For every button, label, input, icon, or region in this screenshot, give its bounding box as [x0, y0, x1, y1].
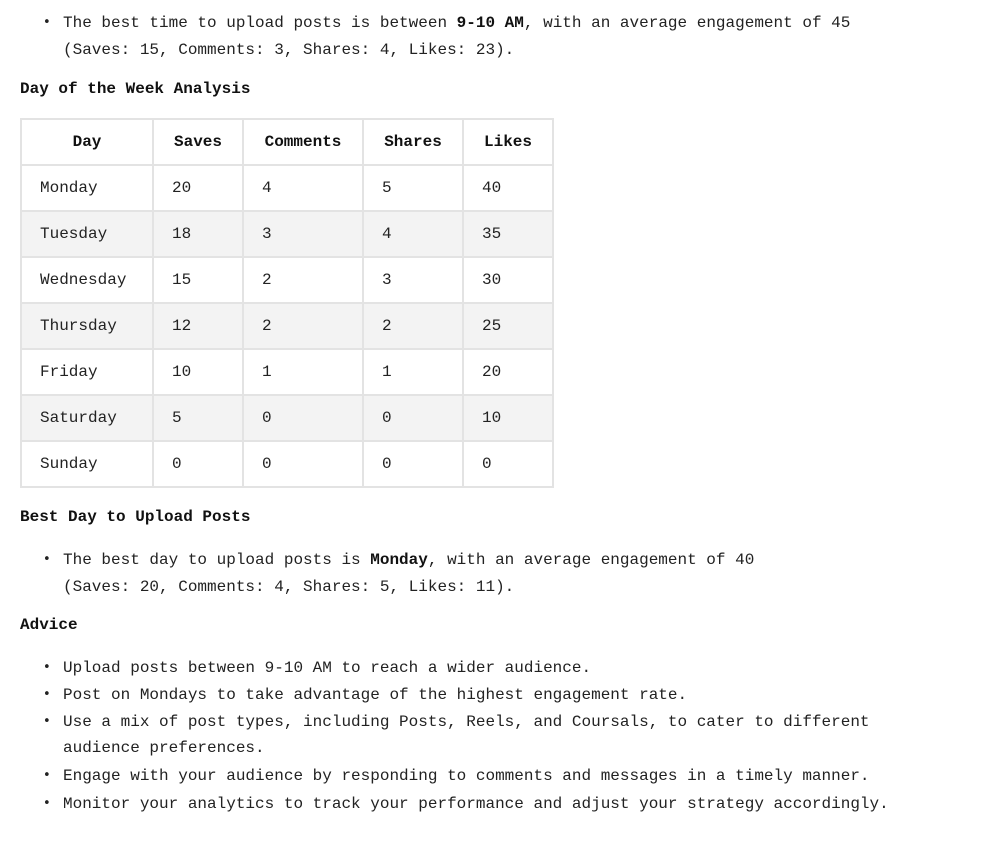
- table-cell: 0: [363, 441, 463, 487]
- table-cell: Tuesday: [21, 211, 153, 257]
- table-cell: 5: [153, 395, 243, 441]
- best-day-heading: Best Day to Upload Posts: [20, 508, 251, 526]
- table-cell: 0: [463, 441, 553, 487]
- best-day-list: [20, 547, 990, 600]
- day-analysis-table: [20, 118, 554, 488]
- best-day-bullet: • The best day to upload posts is Monday, with an average engagement of 40 (Saves: 20, Comments: 4, Shares: 5, Likes: 11).: [63, 547, 823, 600]
- table-row: [21, 349, 553, 395]
- table-cell: 2: [363, 303, 463, 349]
- table-cell: 35: [463, 211, 553, 257]
- table-cell: 10: [463, 395, 553, 441]
- table-cell: 5: [363, 165, 463, 211]
- column-header-likes: Likes: [463, 119, 553, 165]
- table-cell: 2: [243, 257, 363, 303]
- best-day-value: Monday: [370, 551, 428, 569]
- table-row: [21, 165, 553, 211]
- best-time-value: 9-10 AM: [456, 14, 524, 32]
- table-cell: 40: [463, 165, 553, 211]
- table-cell: 10: [153, 349, 243, 395]
- table-row: [21, 211, 553, 257]
- table-cell: 20: [153, 165, 243, 211]
- list-item: • Engage with your audience by responding to comments and messages in a timely manner.: [63, 763, 903, 789]
- table-cell: 4: [363, 211, 463, 257]
- list-item: • Monitor your analytics to track your performance and adjust your strategy accordingly.: [63, 791, 903, 817]
- table-cell: Monday: [21, 165, 153, 211]
- document-content: [20, 10, 990, 817]
- day-analysis-heading: Day of the Week Analysis: [20, 80, 251, 98]
- table-header-row: [21, 119, 553, 165]
- list-item: • Use a mix of post types, including Posts, Reels, and Coursals, to cater to different audience preferences.: [63, 709, 903, 761]
- table-row: [21, 441, 553, 487]
- table-cell: Thursday: [21, 303, 153, 349]
- table-cell: 15: [153, 257, 243, 303]
- table-cell: 18: [153, 211, 243, 257]
- table-cell: Wednesday: [21, 257, 153, 303]
- table-cell: 0: [363, 395, 463, 441]
- table-cell: 20: [463, 349, 553, 395]
- table-cell: Friday: [21, 349, 153, 395]
- table-cell: 1: [363, 349, 463, 395]
- table-cell: 0: [243, 395, 363, 441]
- best-time-list: [20, 10, 990, 63]
- table-cell: 30: [463, 257, 553, 303]
- table-cell: Saturday: [21, 395, 153, 441]
- table-row: [21, 303, 553, 349]
- advice-heading: Advice: [20, 616, 78, 634]
- column-header-day: Day: [21, 119, 153, 165]
- table-cell: 3: [363, 257, 463, 303]
- table-row: [21, 395, 553, 441]
- list-item: • Post on Mondays to take advantage of the highest engagement rate.: [63, 681, 903, 709]
- table-cell: 1: [243, 349, 363, 395]
- column-header-shares: Shares: [363, 119, 463, 165]
- column-header-comments: Comments: [243, 119, 363, 165]
- advice-list: [20, 655, 990, 817]
- table-cell: 0: [243, 441, 363, 487]
- table-cell: 3: [243, 211, 363, 257]
- table-cell: 2: [243, 303, 363, 349]
- table-cell: Sunday: [21, 441, 153, 487]
- table-cell: 12: [153, 303, 243, 349]
- column-header-saves: Saves: [153, 119, 243, 165]
- table-row: [21, 257, 553, 303]
- table-cell: 25: [463, 303, 553, 349]
- best-time-bullet: • The best time to upload posts is between 9-10 AM, with an average engagement of 45 (Saves: 15, Comments: 3, Shares: 4, Likes: 23).: [63, 10, 893, 63]
- table-cell: 4: [243, 165, 363, 211]
- table-cell: 0: [153, 441, 243, 487]
- list-item: • Upload posts between 9-10 AM to reach a wider audience.: [63, 655, 903, 681]
